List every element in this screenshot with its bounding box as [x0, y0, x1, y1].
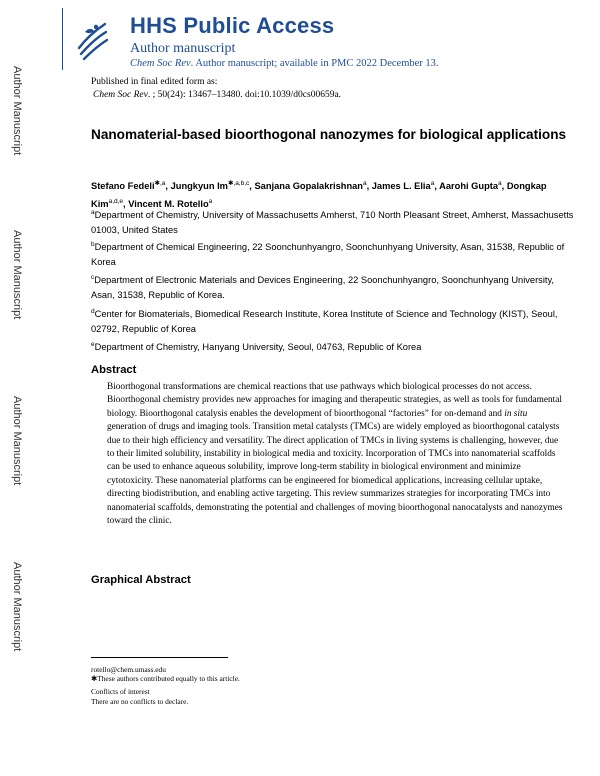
sidebar-label: Author Manuscript [11, 562, 23, 652]
author-name: Stefano Fedeli [91, 181, 155, 192]
affiliation-mark: c [91, 274, 95, 281]
affiliation [91, 337, 577, 355]
author-affiliation-marks: a [362, 180, 367, 187]
author-affiliation-marks: ✱,a [154, 180, 166, 187]
equal-contribution-note [91, 674, 240, 684]
author-manuscript-sidebar [0, 0, 38, 776]
equal-contribution-text: These authors contributed equally to this article. [97, 674, 240, 683]
published-label: Published in final edited form as: [91, 77, 218, 87]
sidebar-label: Author Manuscript [11, 230, 23, 320]
hhs-eagle-logo-icon [75, 18, 109, 62]
author-manuscript-label: Author manuscript [130, 41, 236, 56]
citation [93, 90, 341, 100]
affiliation-mark: e [91, 341, 95, 348]
abstract-part: generation of drugs and imaging tools. Transition metal catalysts (TMCs) are widely employed as bioorthogonal catalysts due to their high efficiency and versatility. The direct application of TMCs in living systems is challenging, however, due to their limited solubility, instability in biological media and toxicity. Incorporation of TMCs into nanomaterial scaffolds can be used to enhance aqueous solubility, improve long-term stability in biological environment and minimize cytotoxicity. These nanomaterial platforms can be engineered for biomedical applications, increasing cellular uptake, directing biodistribution, and enabling active targeting. This review summarizes strategies for incorporating TMCs into nanomaterial scaffolds, demonstrating the potential and challenges of moving bioorthogonal nanocatalysts and nanozymes toward the clinic. [107, 422, 563, 527]
citation-journal: Chem Soc Rev [93, 90, 148, 100]
author-affiliation-marks: a [430, 180, 435, 187]
affiliation [91, 237, 577, 270]
author-separator: , [434, 181, 440, 192]
author-name: Sanjana Gopalakrishnan [254, 181, 363, 192]
author-affiliation-marks: ✱,a,b,c [227, 180, 250, 187]
hhs-public-access-title: HHS Public Access [130, 13, 335, 38]
availability-text: . Author manuscript; available in PMC 2022 December 13. [190, 58, 439, 69]
abstract-italic: in situ [504, 408, 528, 419]
author-name: Aarohi Gupta [439, 181, 499, 192]
author-name: James L. Elia [371, 181, 431, 192]
corresponding-email: rotello@chem.umass.edu [91, 665, 166, 674]
author-name: Jungkyun Im [170, 181, 228, 192]
sidebar-label: Author Manuscript [11, 396, 23, 486]
affiliation [91, 205, 577, 238]
affiliation-text: Department of Chemical Engineering, 22 Soonchunhyangro, Soonchunhyang University, Asan, 31538, Republic of Korea [91, 242, 565, 268]
affiliation [91, 270, 577, 303]
conflicts-text: There are no conflicts to declare. [91, 697, 189, 706]
author-name: Vincent M. Rotello [128, 199, 209, 210]
author-separator: , [123, 199, 129, 210]
author-separator: , [165, 181, 171, 192]
availability-line [130, 58, 439, 69]
author-separator: , [249, 181, 255, 192]
sidebar-label: Author Manuscript [11, 66, 23, 156]
abstract-part: Bioorthogonal transformations are chemical reactions that use pathways which biological processes do not access. Bioorthogonal chemistry provides new approaches for imaging and therapeutic strategies, as well as tools for fundamental biology. Bioorthogonal catalysis enables the development of bioorthogonal “factories” for on-demand and [107, 382, 562, 419]
affiliation-text: Department of Electronic Materials and Devices Engineering, 22 Soonchunhyangro, Soonchunhyang University, Asan, 31538, Republic of Korea. [91, 275, 555, 301]
affiliation-text: Department of Chemistry, Hanyang University, Seoul, 04763, Republic of Korea [94, 342, 422, 353]
author-affiliation-marks: a,d,e [108, 198, 124, 206]
footnote-divider [91, 657, 228, 658]
author-affiliation-marks: a [498, 180, 502, 187]
author-separator: , [366, 181, 372, 192]
header-divider [62, 8, 63, 70]
abstract-text [107, 381, 565, 528]
author-separator: , [501, 181, 507, 192]
affiliation [91, 304, 577, 337]
author-name: Dongkap Kim [91, 181, 547, 210]
affiliation-mark: a [91, 209, 95, 216]
affiliation-mark: d [91, 308, 95, 315]
affiliation-text: Department of Chemistry, University of Massachusetts Amherst, 710 North Pleasant Street, Amherst, Massachusetts 01003, United States [91, 210, 574, 236]
affiliation-mark: b [91, 241, 95, 248]
graphical-abstract-heading: Graphical Abstract [91, 574, 191, 586]
conflicts-heading: Conflicts of interest [91, 687, 150, 696]
paper-title: Nanomaterial-based bioorthogonal nanozymes for biological applications [91, 127, 567, 142]
abstract-heading: Abstract [91, 364, 137, 376]
citation-details: . ; 50(24): 13467–13480. doi:10.1039/d0cs00659a. [147, 90, 342, 100]
equal-contribution-mark: ✱ [91, 674, 98, 683]
affiliation-text: Center for Biomaterials, Biomedical Research Institute, Korea Institute of Science and Technology (KIST), Seoul, 02792, Republic of Korea [91, 309, 558, 335]
journal-name: Chem Soc Rev [130, 58, 191, 69]
author-affiliation-marks: a [208, 198, 213, 206]
